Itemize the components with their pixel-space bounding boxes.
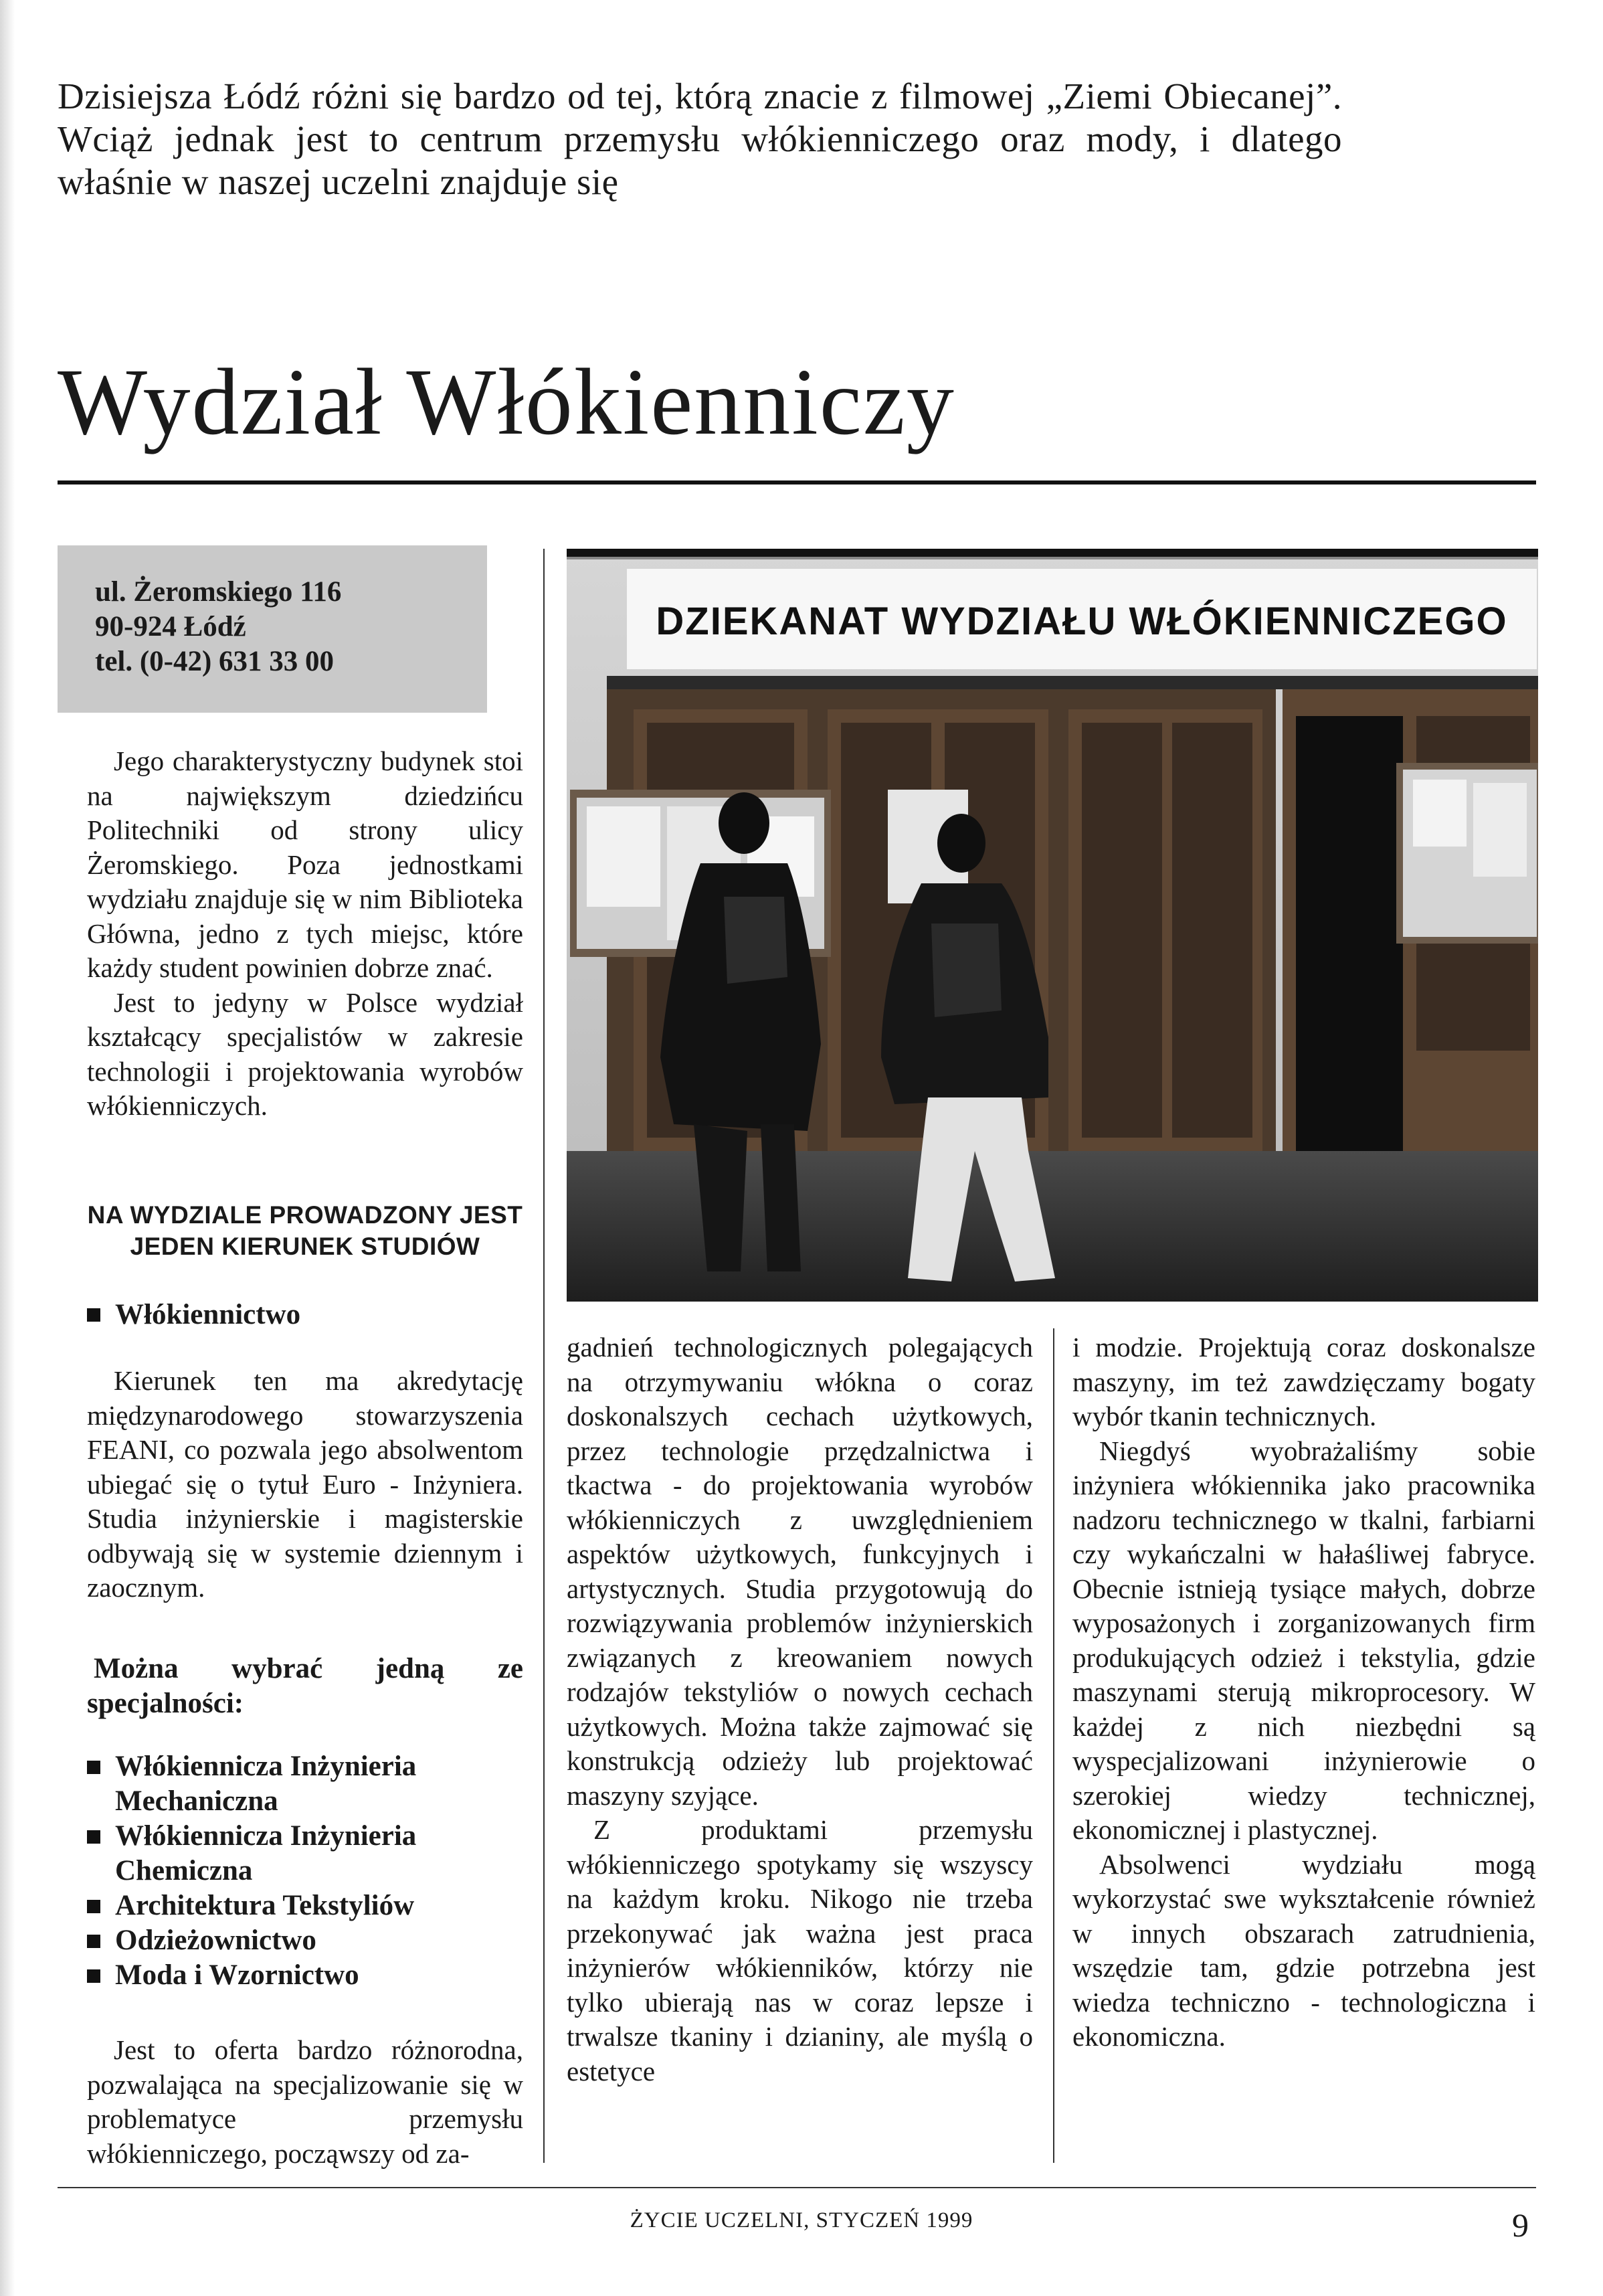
building-paragraph: Jego charakterystyczny budynek stoi na największym dziedzińcu Politechniki od strony ulicy Żeromskiego. Poza jednostkami wydziału znajduje się w nim Biblioteka Główna, jedno z tych miejsc, które każdy student powinien dobrze znać.: [87, 745, 523, 983]
bullet-square-icon: [87, 1830, 100, 1844]
page-title: Wydział Włókienniczy: [58, 349, 955, 454]
title-rule: [58, 480, 1536, 484]
major-label: Włókiennictwo: [115, 1299, 301, 1330]
corridor-photo: [567, 549, 1538, 1302]
list-item: Włókiennicza Inżynieria Chemiczna: [87, 1819, 523, 1888]
intro-paragraph: Dzisiejsza Łódź różni się bardzo od tej, którą znacie z filmowej „Ziemi Obiecanej”. Wciąż jednak jest to centrum przemysłu włókienniczego oraz mody, i dlatego właśnie w naszej uczelni znajduje się: [58, 76, 1342, 202]
address-city: 90-924 Łódź: [95, 611, 246, 642]
offer-paragraph: Jest to oferta bardzo różnorodna, pozwalająca na specjalizowanie się w problematyce przemysłu włókienniczego, począwszy od za-: [87, 2034, 523, 2169]
list-item: Odzieżownictwo: [87, 1923, 523, 1958]
specializations-list: [87, 1749, 523, 1993]
bullet-square-icon: [87, 1761, 100, 1774]
studies-heading: [87, 1199, 523, 1262]
column-divider-1: [543, 549, 545, 2163]
bullet-square-icon: [87, 1900, 100, 1913]
accreditation-paragraph: Kierunek ten ma akredytację międzynarodowego stowarzyszenia FEANI, co pozwala jego absolwentom ubiegać się o tytuł Euro - Inżyniera. Studia inżynierskie i magisterskie odbywają się w systemie dziennym i zaocznym.: [87, 1365, 523, 1603]
column-1-intro: [87, 744, 523, 1124]
studies-heading-line-2: JEDEN KIERUNEK STUDIÓW: [130, 1233, 480, 1260]
address-street: ul. Żeromskiego 116: [95, 576, 342, 608]
page-number: 9: [1512, 2206, 1529, 2244]
list-item: Moda i Wzornictwo: [87, 1958, 523, 1993]
column-3-paragraph-1: i modzie. Projektują coraz doskonalsze maszyny, im też zawdzięczamy bogaty wybór tkanin technicznych.: [1072, 1332, 1535, 1431]
specializations-heading: Można wybrać jedną ze specjalności:: [87, 1653, 523, 1719]
footer-publication: ŻYCIE UCZELNI, STYCZEŃ 1999: [630, 2208, 973, 2232]
column-2-paragraph-2: Z produktami przemysłu włókienniczego spotykamy się wszyscy na każdym kroku. Nikogo nie trzeba przekonywać jak ważna jest praca inżynierów włókienników, którzy nie tylko ubierają nas w coraz lepsze i trwalsze tkaniny i dzianiny, ale myślą o estetyce: [567, 1814, 1033, 2087]
corridor-photo-illustration: [567, 549, 1538, 1302]
column-2: [567, 1330, 1033, 2089]
column-2-paragraph-1: gadnień technologicznych polegających na otrzymywaniu włókna o coraz doskonalszych cechach użytkowych, przez technologie przędzalnictwa i tkactwa - do projektowania wyrobów włókienniczych z uwzględnieniem aspektów użytkowych, funkcyjnych i artystycznych. Studia przygotowują do rozwiązywania problemów inżynierskich związanych z kreowaniem nowych rodzajów tekstyliów o nowych cechach użytkowych. Można także zajmować się konstrukcją odzieży lub projektować maszyny szyjące.: [567, 1332, 1033, 1811]
studies-heading-line-1: NA WYDZIALE PROWADZONY JEST: [87, 1201, 523, 1229]
column-divider-2: [1053, 1328, 1054, 2163]
footer-rule: [58, 2187, 1536, 2188]
column-3-paragraph-2: Niegdyś wyobrażaliśmy sobie inżyniera włókiennika jako pracownika nadzoru technicznego w tkalni, farbiarni czy wykańczalni w hałaśliwej fabryce. Obecnie istnieją tysiące małych, dobrze wyposażonych i zorganizowanych firm produkujących odzież i tekstylia, gdzie maszynami sterują mikroprocesory. W każdej z nich niezbędni są wyspecjalizowani inżynierowie o szerokiej wiedzy technicznej, ekonomicznej i plastycznej.: [1072, 1435, 1535, 1845]
scan-edge-shadow: [0, 0, 15, 2296]
column-3: [1072, 1330, 1535, 2054]
unique-faculty-paragraph: Jest to jedyny w Polsce wydział kształcący specjalistów w zakresie technologii i projektowania wyrobów włókienniczych.: [87, 986, 523, 1121]
list-item: Włókiennicza Inżynieria Mechaniczna: [87, 1749, 523, 1819]
address-box: [58, 545, 487, 713]
list-item: Architektura Tekstyliów: [87, 1888, 523, 1923]
bullet-square-icon: [87, 1969, 100, 1983]
bullet-square-icon: [87, 1308, 100, 1322]
bullet-square-icon: [87, 1935, 100, 1948]
address-phone: tel. (0-42) 631 33 00: [95, 646, 335, 677]
column-3-paragraph-3: Absolwenci wydziału mogą wykorzystać swe wykształcenie również w innych obszarach zatrudnienia, wszędzie tam, gdzie potrzebna jest wiedza techniczno - technologiczna i ekonomiczna.: [1072, 1848, 1535, 2052]
dean-office-sign: DZIEKANAT WYDZIAŁU WŁÓKIENNICZEGO: [656, 600, 1508, 643]
major-item: [87, 1298, 300, 1331]
